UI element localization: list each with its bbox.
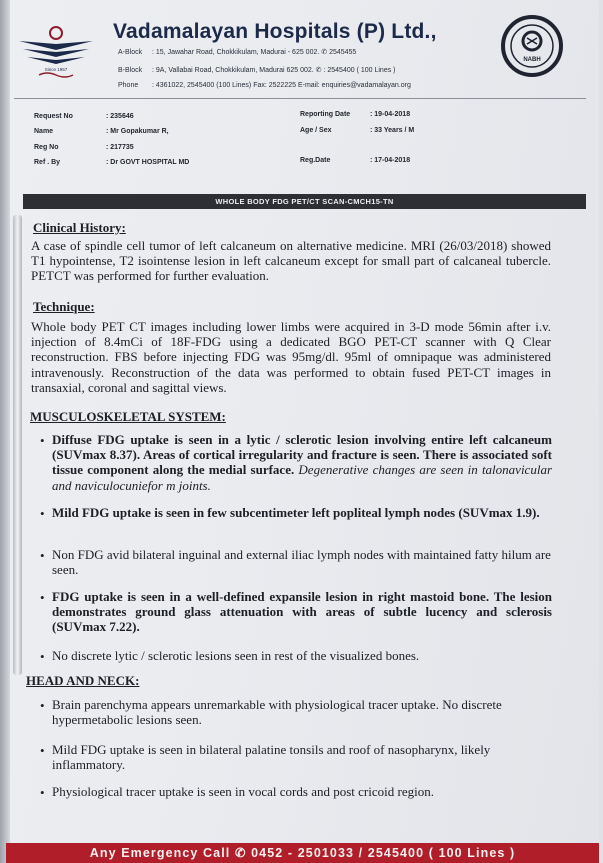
contact-line: Phone : 4361022, 2545400 (100 Lines) Fax: 2522225 E-mail: enquiries@vadamalayan.org [118, 82, 411, 89]
clinical-history-text: A case of spindle cell tumor of left calcaneum on alternative medicine. MRI (26/03/2018) showed T1 hypointense, T2 isointense lesion in left calcaneum except for small part of calcaneal tubercle. PETCT was performed for further evaluation. [31, 238, 551, 284]
address-b-block: B-Block : 9A, Vallabai Road, Chokkikulam, Madurai 625 002. ✆ : 2545400 ( 100 Lines ) [118, 67, 396, 74]
bullet-dot: • [40, 506, 45, 521]
report-title-banner: WHOLE BODY FDG PET/CT SCAN-CMCH15-TN [23, 194, 586, 209]
head-neck-finding-1: Brain parenchyma appears unremarkable with physiological tracer uptake. No discrete hypermetabolic lesions seen. [52, 697, 502, 728]
bullet-dot: • [40, 433, 45, 448]
reg-date-label: Reg.Date [300, 157, 331, 164]
name-label: Name [34, 128, 54, 135]
reg-no-value: : 217735 [106, 144, 134, 151]
technique-text: Whole body PET CT images including lower limbs were acquired in 3-D mode 56min after i.v. injection of 8.4mCi of 18F-FDG using a dedicated BGO PET-CT scanner with Q Clear reconstruction. FBS before injecting FDG was 95mg/dl. 95ml of omnipaque was administered intravenously. Reconstruction of the data was performed to obtain fused PET-CT images in transaxial, coronal and sagittal views. [31, 319, 551, 395]
age-sex-label: Age / Sex [300, 127, 332, 134]
bullet-dot: • [40, 590, 45, 605]
msk-finding-5: No discrete lytic / sclerotic lesions seen in rest of the visualized bones. [52, 648, 420, 663]
binder-spine [0, 0, 10, 863]
technique-heading: Technique: [33, 299, 95, 314]
nabh-seal [500, 14, 564, 78]
request-no-label: Request No [34, 113, 73, 120]
binder-rod [13, 215, 22, 675]
name-value: : Mr Gopakumar R, [106, 128, 169, 135]
reg-no-label: Reg No [34, 144, 59, 151]
head-neck-heading: HEAD AND NECK: [26, 673, 140, 688]
bullet-dot: • [40, 548, 45, 563]
reporting-date-value: : 19-04-2018 [370, 111, 411, 118]
hospital-name: Vadamalayan Hospitals (P) Ltd., [113, 20, 437, 43]
hospital-logo [15, 24, 97, 82]
musculoskeletal-heading: MUSCULOSKELETAL SYSTEM: [30, 409, 226, 424]
svg-text:NABH: NABH [523, 57, 541, 63]
age-sex-value: : 33 Years / M [370, 127, 415, 134]
reporting-date-label: Reporting Date [300, 111, 351, 118]
bullet-dot: • [40, 785, 45, 800]
header-divider [14, 98, 586, 99]
ref-by-value: : Dr GOVT HOSPITAL MD [106, 159, 190, 166]
msk-finding-4: FDG uptake is seen in a well-defined expansile lesion in right mastoid bone. The lesion demonstrates ground glass attenuation with areas of subtle lucency and sclerosis (SUVmax 7.22). [52, 589, 552, 635]
svg-text:Since 1957: Since 1957 [44, 67, 68, 72]
clinical-history-heading: Clinical History: [33, 220, 126, 235]
bullet-dot: • [40, 698, 45, 713]
request-no-value: : 235646 [106, 113, 134, 120]
bullet-dot: • [40, 743, 45, 758]
head-neck-finding-3: Physiological tracer uptake is seen in vocal cords and post cricoid region. [52, 784, 434, 799]
msk-finding-3: Non FDG avid bilateral inguinal and external iliac lymph nodes with maintained fatty hilum are seen. [52, 547, 551, 578]
emergency-footer: Any Emergency Call ✆ 0452 - 2501033 / 2545400 ( 100 Lines ) [6, 843, 599, 863]
ref-by-label: Ref . By [34, 159, 61, 166]
reg-date-value: : 17-04-2018 [370, 157, 411, 164]
msk-finding-1: Diffuse FDG uptake is seen in a lytic / sclerotic lesion involving entire left calcaneum (SUVmax 8.37). Areas of cortical irregularity and fracture is seen. There is associated soft tissue component along the medial surface. Degenerative changes are seen in talonavicular and naviculocuniefor m joints. [52, 432, 552, 493]
head-neck-finding-2: Mild FDG uptake is seen in bilateral palatine tonsils and roof of nasopharynx, likely inflammatory. [52, 742, 491, 773]
address-a-block: A-Block : 15, Jawahar Road, Chokkikulam, Madurai - 625 002. ✆ 2545455 [118, 49, 357, 56]
bullet-dot: • [40, 649, 45, 664]
msk-finding-2: Mild FDG uptake is seen in few subcentimeter left popliteal lymph nodes (SUVmax 1.9). [52, 505, 540, 520]
